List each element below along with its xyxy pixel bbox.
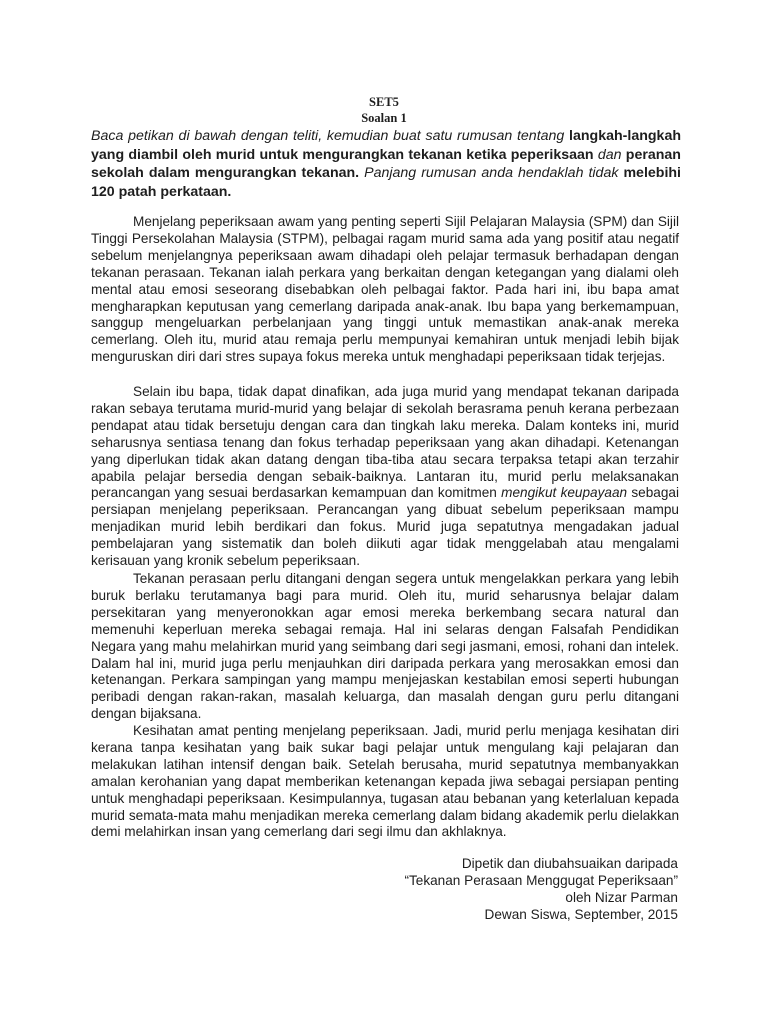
instruction-bold-2: peranan sekolah dalam mengurangkan tekanan. (91, 146, 681, 181)
source-line-2: “Tekanan Perasaan Menggugat Peperiksaan” (404, 873, 678, 888)
passage-paragraph-4: Kesihatan amat penting menjelang peperiksaan. Jadi, murid perlu menjaga kesihatan diri kerana tanpa kesihatan yang baik sukar bagi pelajar untuk mengulang kaji pelajaran dan melakukan latihan intensif dengan baik. Setelah berusaha, murid sepatutnya membanyakkan amalan kerohanian yang dapat memberikan ketenangan kepada jiwa sebagai persiapan penting untuk menghadapi peperiksaan. Kesimpulannya, tugasan atau bebanan yang keterlaluan kepada murid semata-mata mahu menjadikan mereka cemerlang dalam bidang akademik perlu dielakkan demi melahirkan insan yang cemerlang dari segi ilmu dan akhlaknya. (91, 723, 679, 840)
source-citation (404, 855, 678, 923)
question-heading: Soalan 1 (361, 111, 407, 125)
instruction-part-3: Panjang rumusan anda hendaklah tidak (359, 165, 624, 181)
source-line-4: Dewan Siswa, September, 2015 (484, 907, 678, 922)
passage-paragraph-3: Tekanan perasaan perlu ditangani dengan segera untuk mengelakkan perkara yang lebih buruk berlaku terutamanya bagi para murid. Oleh itu, murid seharusnya belajar dalam persekitaran yang menyeronokkan agar emosi mereka berkembang secara natural dan memenuhi keperluan mereka sebagai remaja. Hal ini selaras dengan Falsafah Pendidikan Negara yang mahu melahirkan murid yang seimbang dari segi jasmani, emosi, rohani dan intelek. Dalam hal ini, murid juga perlu menjauhkan diri daripada perkara yang merosakkan emosi dan ketenangan. Perkara sampingan yang mampu menjejaskan kestabilan emosi seperti hubungan peribadi dengan rakan-rakan, masalah keluarga, dan masalah dengan guru perlu ditangani dengan bijaksana. (91, 571, 679, 722)
paragraph-2-text-b: sebagai persiapan menjelang peperiksaan. Perancangan yang dibuat sebelum peperiksaan mampu menjadikan murid lebih berdikari dan fokus. Murid juga sepatutnya mengadakan jadual pembelajaran yang sistematik dan boleh diikuti agar tidak menggelabah atau mengalami kerisauan yang kronik sebelum peperiksaan. (91, 485, 679, 569)
passage-paragraph-1: Menjelang peperiksaan awam yang penting seperti Sijil Pelajaran Malaysia (SPM) dan Sijil Tinggi Persekolahan Malaysia (STPM), pelbagai ragam murid sama ada yang positif atau negatif sebelum menjelangnya peperiksaan awam dihadapi oleh pelajar termasuk berhadapan dengan tekanan perasaan. Tekanan ialah perkara yang berkaitan dengan ketegangan yang dialami oleh mental atau emosi seseorang disebabkan oleh pelbagai faktor. Pada hari ini, ibu bapa amat mengharapkan keputusan yang cemerlang daripada anak-anak. Ibu bapa yang berkemampuan, sanggup mengeluarkan perbelanjaan yang tinggi untuk memastikan anak-anak mereka cemerlang. Oleh itu, murid atau remaja perlu mempunyai kemahiran untuk menjadi lebih bijak menguruskan diri dari stres supaya fokus mereka untuk menghadapi peperiksaan tidak terjejas. (91, 214, 679, 365)
instruction-part-1: Baca petikan di bawah dengan teliti, kemudian buat satu rumusan tentang (91, 128, 570, 144)
set-heading: SET5 (369, 95, 399, 109)
paragraph-2-text-a: Selain ibu bapa, tidak dapat dinafikan, ada juga murid yang mendapat tekanan daripada rakan sebaya terutama murid-murid yang belajar di sekolah berasrama penuh kerana perbezaan pendapat atau tidak bersetuju dengan cara dan tingkah laku mereka. Dalam konteks ini, murid seharusnya sentiasa tenang dan fokus terhadap peperiksaan yang akan dihadapi. Ketenangan yang diperlukan tidak akan datang dengan tiba-tiba atau secara terpaksa tetapi akan terzahir apabila pelajar bersedia dengan sebaik-baiknya. Lantaran itu, murid perlu melaksanakan perancangan yang sesuai berdasarkan kemampuan dan komitmen (91, 384, 679, 501)
source-line-1: Dipetik dan diubahsuaikan daripada (461, 856, 678, 871)
passage-paragraph-2 (91, 384, 679, 570)
instruction-bold-1: langkah-langkah yang diambil oleh murid untuk mengurangkan tekanan ketika peperiksaan (91, 128, 681, 163)
instruction-text (91, 127, 681, 201)
instruction-part-2: dan (593, 146, 626, 163)
instruction-bold-3: melebihi 120 patah perkataan. (91, 165, 681, 200)
paragraph-2-italic: mengikut keupayaan (501, 485, 628, 501)
source-line-3: oleh Nizar Parman (565, 890, 678, 905)
